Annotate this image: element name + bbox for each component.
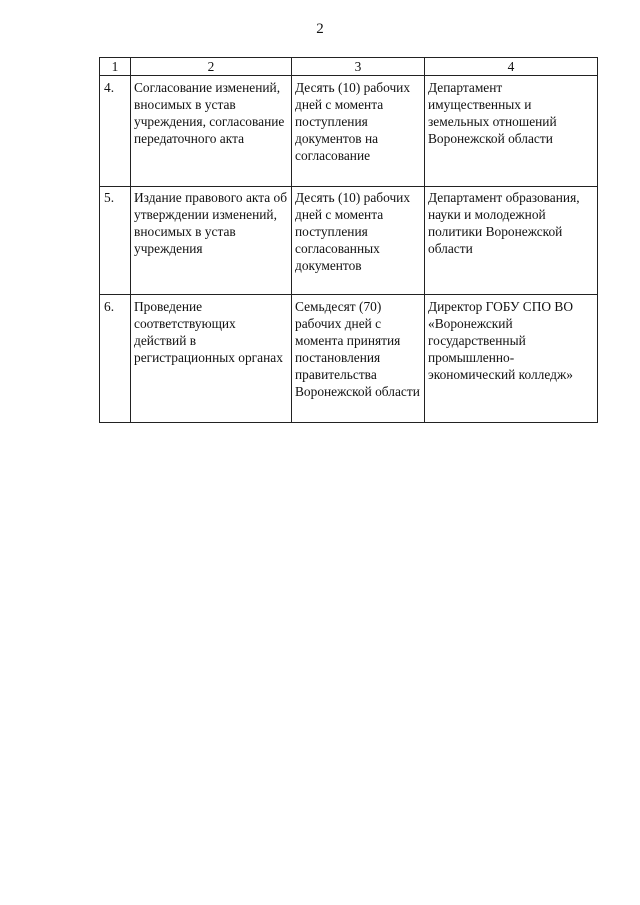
responsible-cell: Департамент имущественных и земельных отношений Воронежской области [425,76,598,187]
term-cell: Десять (10) рабочих дней с момента поступления документов на согласование [292,76,425,187]
page-number: 2 [316,21,324,37]
action-cell: Издание правового акта об утверждении изменений, вносимых в устав учреждения [131,187,292,295]
term-cell: Десять (10) рабочих дней с момента поступления согласованных документов [292,187,425,295]
row-number: 6. [100,295,131,423]
row-number: 5. [100,187,131,295]
table-row [100,187,598,295]
column-header-2: 2 [131,58,292,76]
schedule-table [99,57,598,423]
table-header-row [100,58,598,76]
table-row [100,295,598,423]
column-header-4: 4 [425,58,598,76]
column-header-1: 1 [100,58,131,76]
action-cell: Согласование изменений, вносимых в устав учреждения, согласование передаточного акта [131,76,292,187]
column-header-3: 3 [292,58,425,76]
row-number: 4. [100,76,131,187]
responsible-cell: Департамент образования, науки и молодежной политики Воронежской области [425,187,598,295]
table-row [100,76,598,187]
term-cell: Семьдесят (70) рабочих дней с момента принятия постановления правительства Воронежской области [292,295,425,423]
responsible-cell: Директор ГОБУ СПО ВО «Воронежский государственный промышленно-экономический колледж» [425,295,598,423]
action-cell: Проведение соответствующих действий в регистрационных органах [131,295,292,423]
